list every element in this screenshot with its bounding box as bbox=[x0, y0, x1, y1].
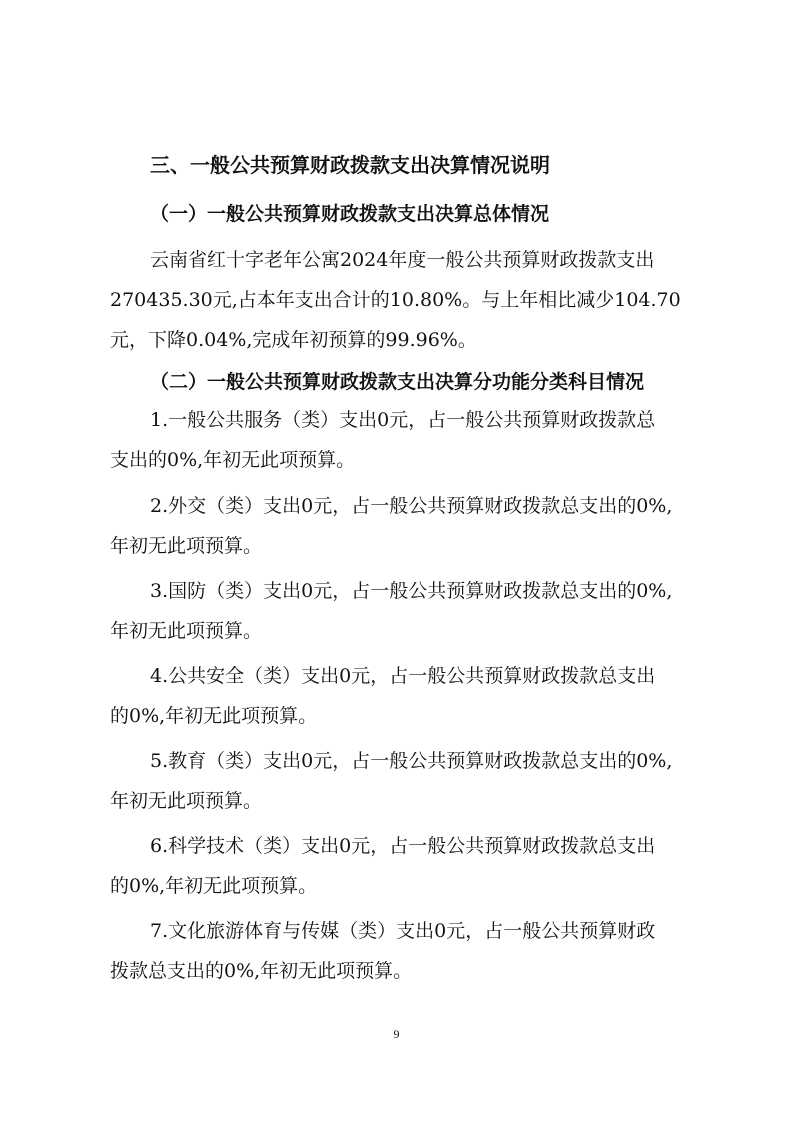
section-heading: 三、一般公共预算财政拨款支出决算情况说明 bbox=[150, 153, 550, 177]
paragraph-line: 6.科学技术（类）支出0元，占一般公共预算财政拨款总支出 bbox=[150, 835, 656, 857]
paragraph-line: 5.教育（类）支出0元，占一般公共预算财政拨款总支出的0%, bbox=[150, 750, 673, 772]
paragraph-line: 云南省红十字老年公寓2024年度一般公共预算财政拨款支出 bbox=[150, 249, 655, 271]
category-item-7 bbox=[110, 911, 690, 991]
category-item-6 bbox=[110, 826, 690, 906]
paragraph-line: 2.外交（类）支出0元，占一般公共预算财政拨款总支出的0%, bbox=[150, 495, 673, 517]
page-number: 9 bbox=[393, 1027, 400, 1041]
category-item-4 bbox=[110, 656, 690, 736]
paragraph-line: 拨款总支出的0%,年初无此项预算。 bbox=[110, 960, 413, 982]
paragraph-line: 年初无此项预算。 bbox=[110, 790, 263, 812]
paragraph-line: 4.公共安全（类）支出0元，占一般公共预算财政拨款总支出 bbox=[150, 665, 656, 687]
paragraph-line: 的0%,年初无此项预算。 bbox=[110, 875, 318, 897]
paragraph-line: 支出的0%,年初无此项预算。 bbox=[110, 449, 356, 471]
paragraph-line: 年初无此项预算。 bbox=[110, 535, 263, 557]
paragraph-line: 3.国防（类）支出0元，占一般公共预算财政拨款总支出的0%, bbox=[150, 580, 673, 602]
paragraph-line: 年初无此项预算。 bbox=[110, 620, 263, 642]
paragraph-line: 7.文化旅游体育与传媒（类）支出0元，占一般公共预算财政 bbox=[150, 920, 656, 942]
paragraph-line: 的0%,年初无此项预算。 bbox=[110, 705, 318, 727]
category-item-3 bbox=[110, 571, 690, 651]
overall-expenditure-paragraph bbox=[110, 240, 690, 360]
category-item-1 bbox=[110, 400, 690, 480]
subsection-heading-overall: （一）一般公共预算财政拨款支出决算总体情况 bbox=[150, 203, 550, 225]
paragraph-line: 1.一般公共服务（类）支出0元，占一般公共预算财政拨款总 bbox=[150, 409, 656, 431]
subsection-heading-functional: （二）一般公共预算财政拨款支出决算分功能分类科目情况 bbox=[150, 371, 645, 393]
paragraph-line: 元，下降0.04%,完成年初预算的99.96%。 bbox=[110, 329, 477, 351]
category-item-2 bbox=[110, 486, 690, 566]
category-item-5 bbox=[110, 741, 690, 821]
paragraph-line: 270435.30元,占本年支出合计的10.80%。与上年相比减少104.70 bbox=[110, 289, 681, 311]
